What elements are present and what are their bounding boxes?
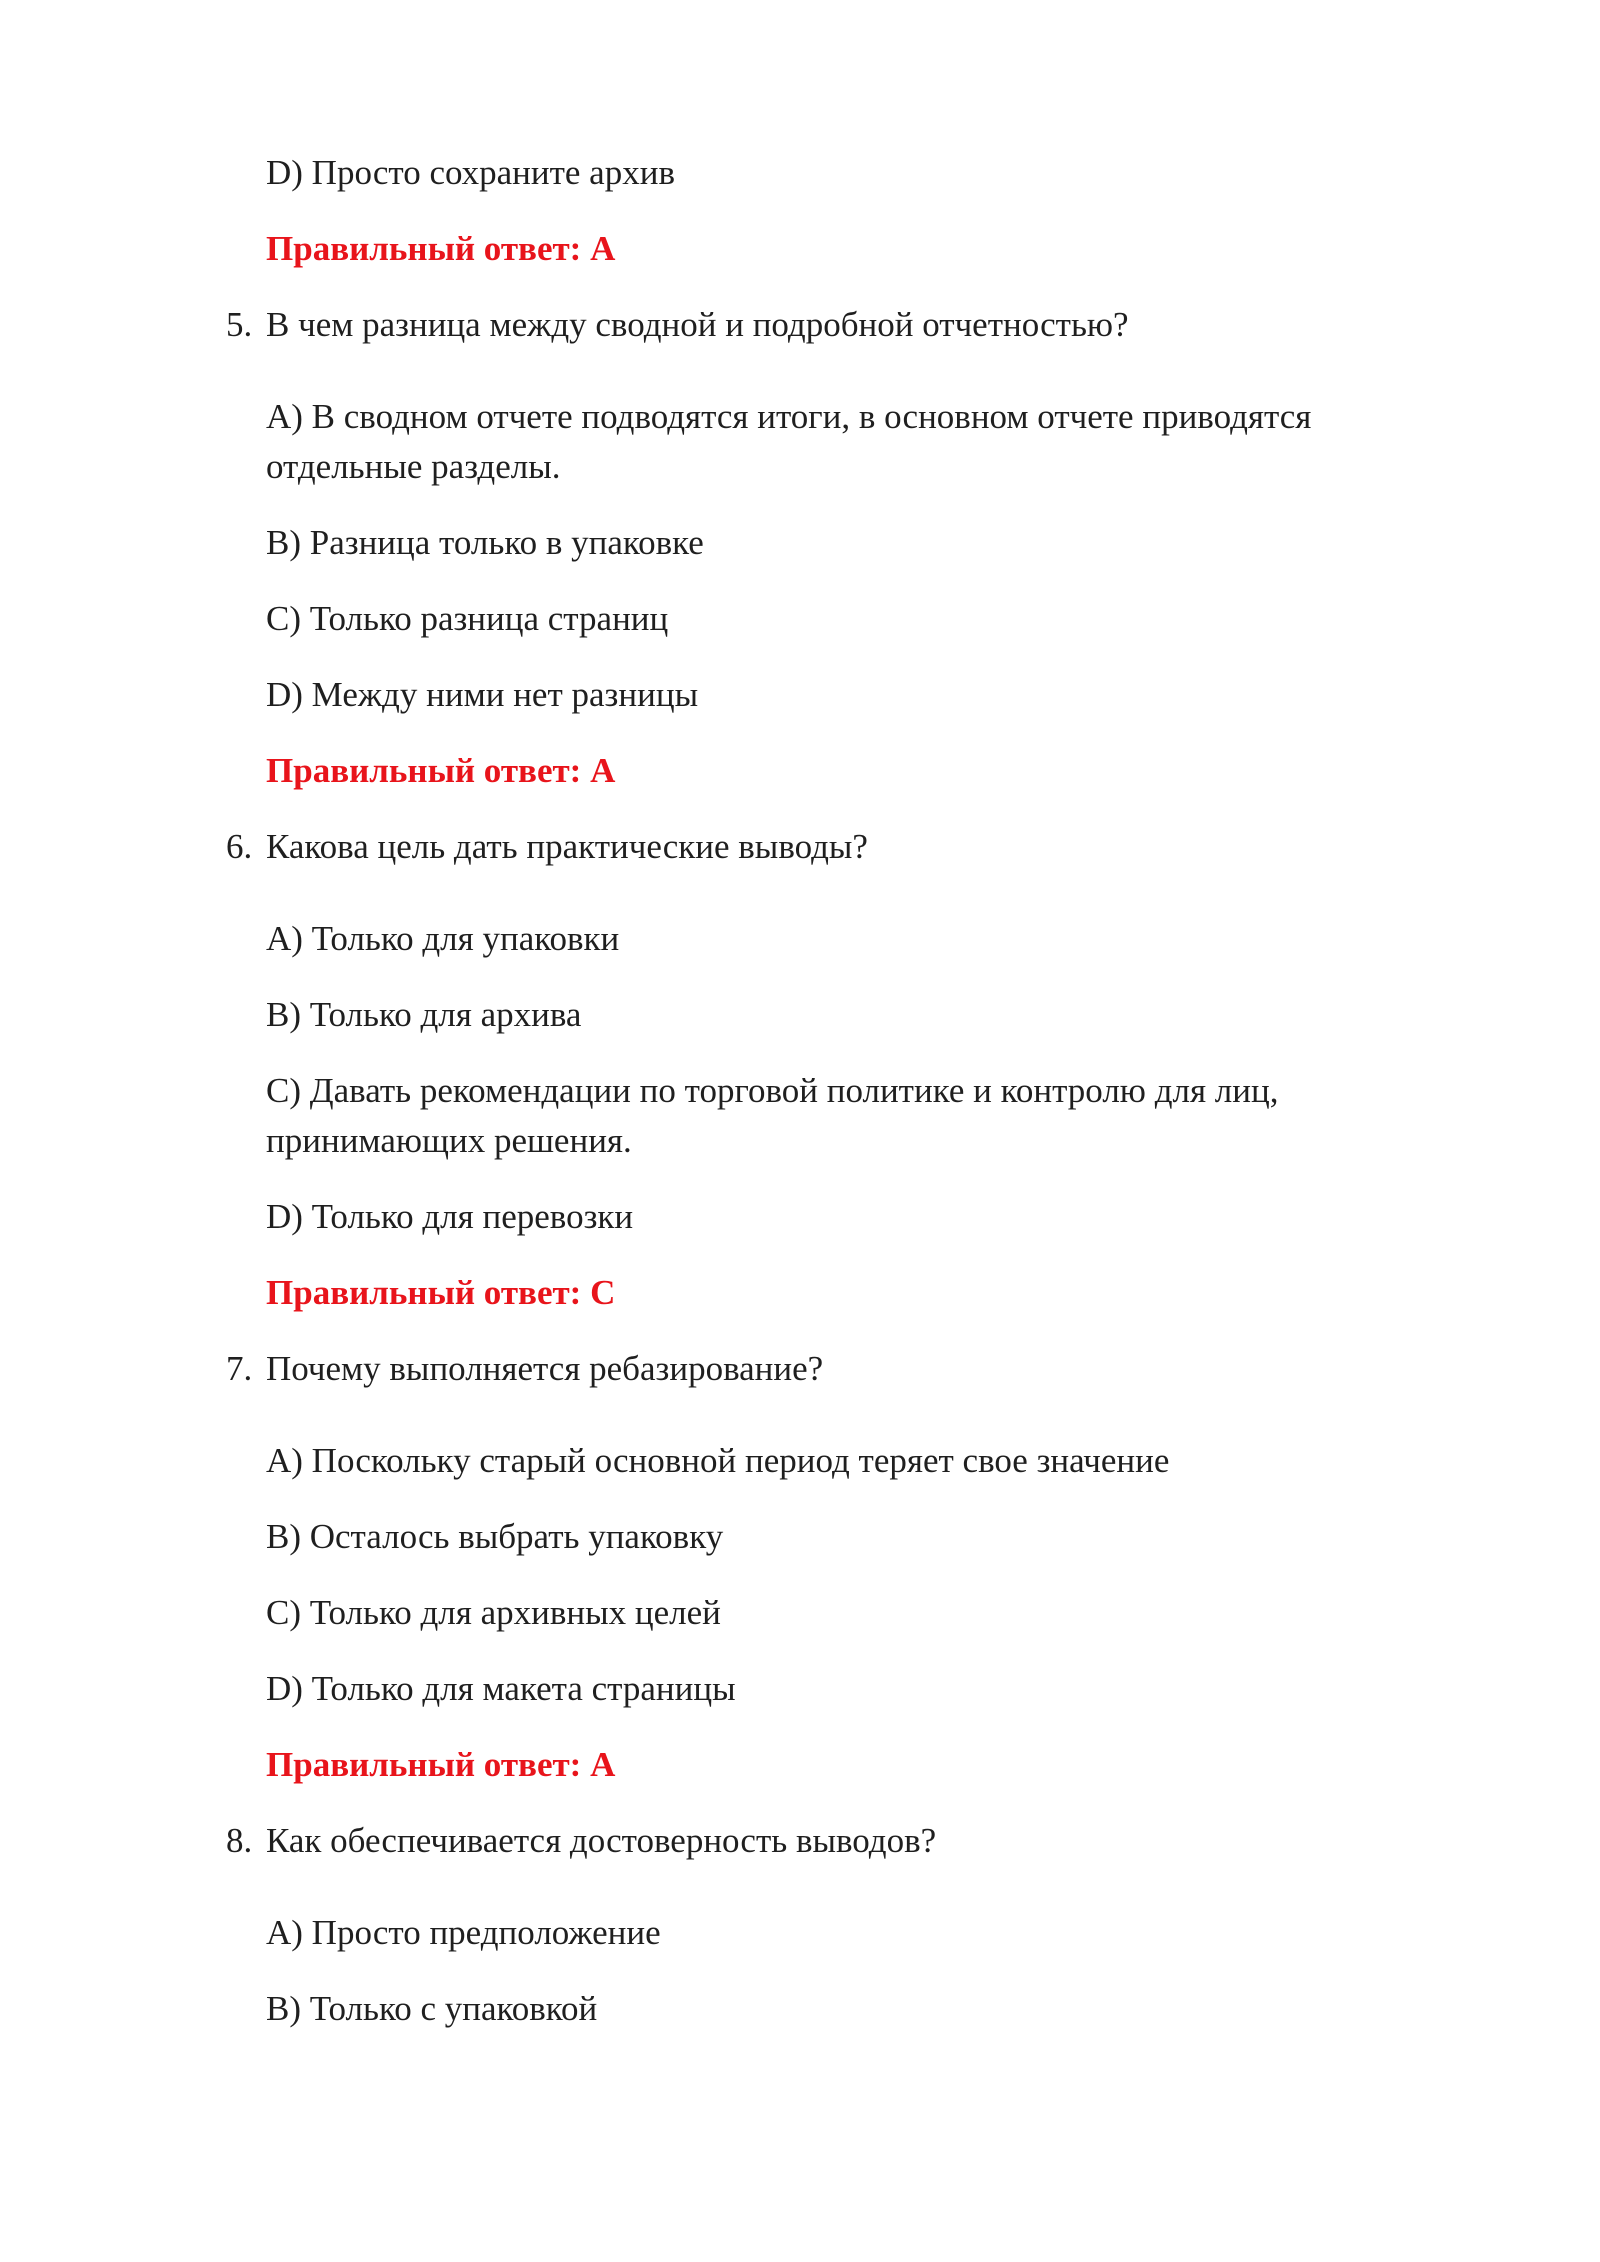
option-d: D) Между ними нет разницы [266, 675, 699, 714]
option-d: D) Только для перевозки [266, 1197, 634, 1236]
option-a-continuation: отдельные разделы. [266, 447, 561, 486]
option-b: B) Осталось выбрать упаковку [266, 1517, 724, 1556]
option-a: A) Только для упаковки [266, 919, 620, 958]
option-c-continuation: принимающих решения. [266, 1121, 632, 1160]
question-text: В чем разница между сводной и подробной отчетностью? [266, 305, 1129, 344]
question-6 [226, 822, 868, 872]
question-number: 5. [226, 305, 253, 344]
question-7 [226, 1344, 823, 1394]
question-number: 6. [226, 827, 253, 866]
option-b: B) Разница только в упаковке [266, 523, 704, 562]
option-d: D) Только для макета страницы [266, 1669, 736, 1708]
option-b: B) Только для архива [266, 995, 582, 1034]
question-number: 7. [226, 1349, 253, 1388]
correct-answer: Правильный ответ: A [266, 1745, 616, 1784]
option-a: A) Поскольку старый основной период теряет свое значение [266, 1441, 1170, 1480]
option-b: B) Только с упаковкой [266, 1989, 598, 2028]
correct-answer: Правильный ответ: A [266, 751, 616, 790]
option-a: A) Просто предположение [266, 1913, 661, 1952]
option-c: C) Только для архивных целей [266, 1593, 721, 1632]
question-8 [226, 1816, 936, 1866]
question-text: Почему выполняется ребазирование? [266, 1349, 824, 1388]
question-5 [226, 300, 1129, 350]
question-text: Какова цель дать практические выводы? [266, 827, 868, 866]
question-number: 8. [226, 1821, 253, 1860]
option-d: D) Просто сохраните архив [266, 153, 675, 192]
option-c: C) Давать рекомендации по торговой политике и контролю для лиц, [266, 1071, 1279, 1110]
correct-answer: Правильный ответ: A [266, 229, 616, 268]
option-c: C) Только разница страниц [266, 599, 669, 638]
question-text: Как обеспечивается достоверность выводов? [266, 1821, 937, 1860]
option-a: A) В сводном отчете подводятся итоги, в основном отчете приводятся [266, 397, 1312, 436]
correct-answer: Правильный ответ: C [266, 1273, 616, 1312]
